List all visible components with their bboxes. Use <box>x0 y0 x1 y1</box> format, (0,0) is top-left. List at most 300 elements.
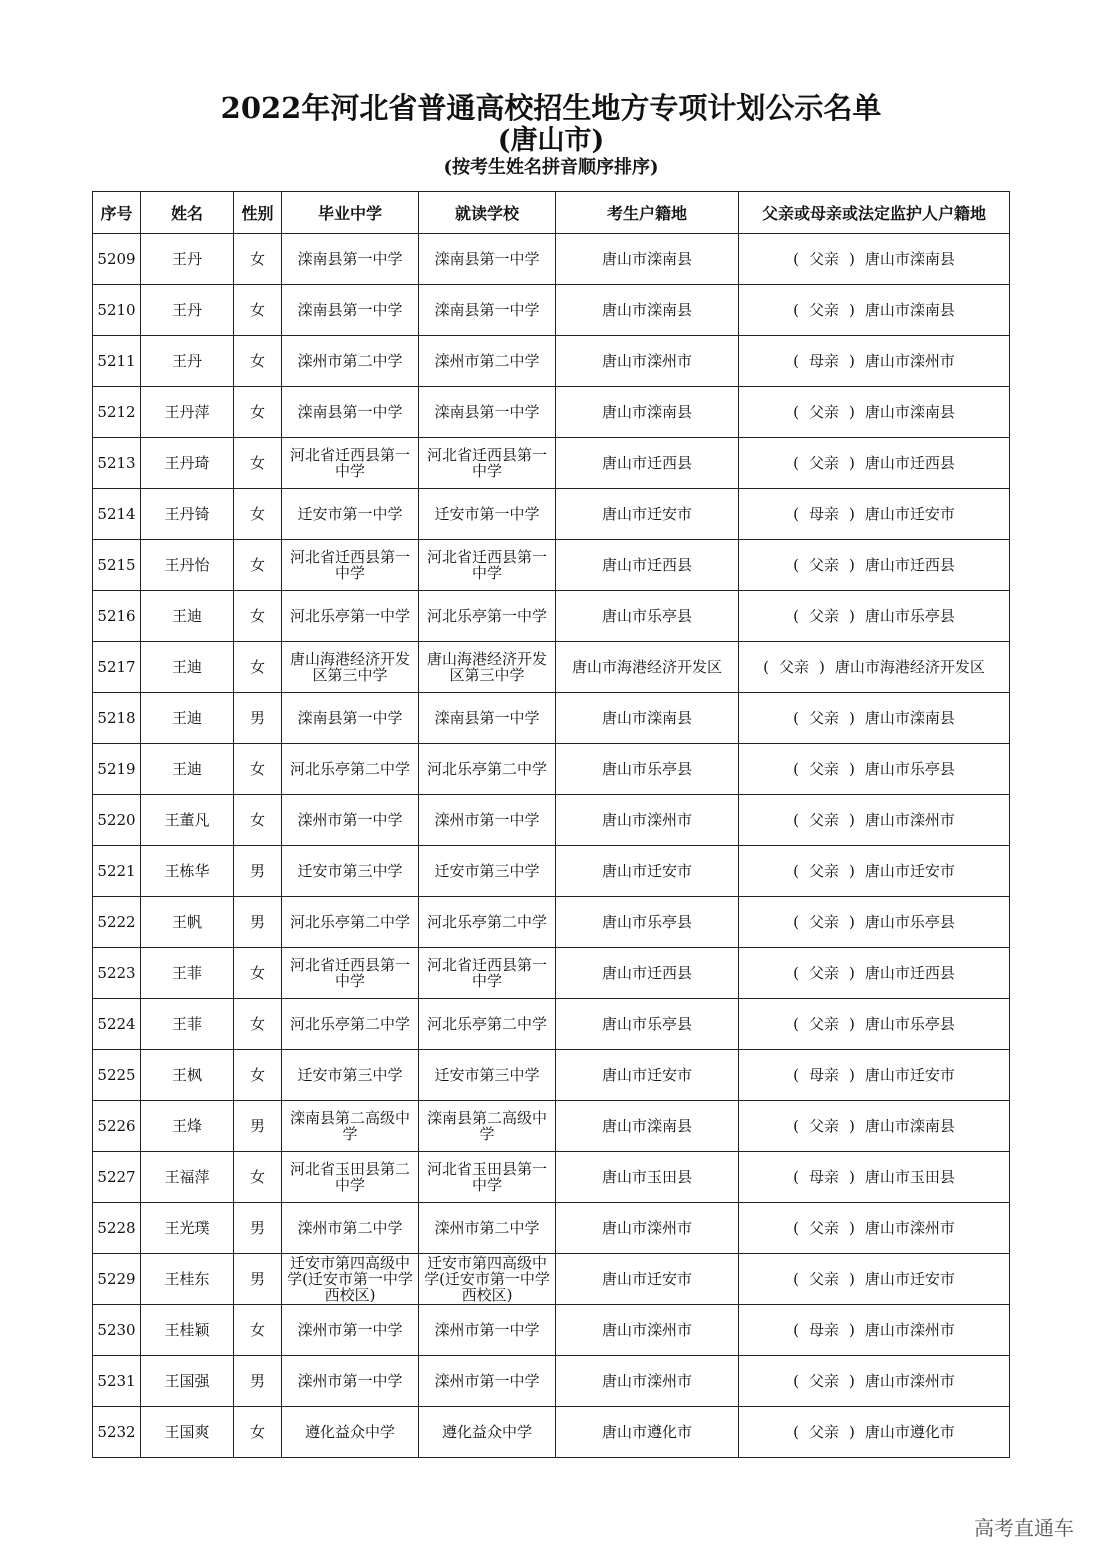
guardian-place: 唐山市滦州市 <box>864 1372 955 1390</box>
cell-gender: 女 <box>234 387 282 438</box>
cell-serial: 5220 <box>93 795 141 846</box>
header-current-school: 就读学校 <box>419 192 556 234</box>
paren-open: ( <box>793 1066 799 1084</box>
sort-note: (按考生姓名拼音顺序排序) <box>443 157 659 178</box>
cell-gender: 女 <box>234 540 282 591</box>
cell-current-school: 河北省迁西县第一中学 <box>419 438 556 489</box>
cell-name: 王迪 <box>141 642 234 693</box>
cell-current-school: 唐山海港经济开发区第三中学 <box>419 642 556 693</box>
cell-name: 王光璞 <box>141 1203 234 1254</box>
cell-name: 王迪 <box>141 744 234 795</box>
paren-open: ( <box>793 811 799 829</box>
cell-current-school: 河北乐亭第二中学 <box>419 897 556 948</box>
guardian-place: 唐山市乐亭县 <box>864 760 955 778</box>
cell-student-hukou: 唐山市滦州市 <box>556 1203 739 1254</box>
cell-student-hukou: 唐山市迁安市 <box>556 1254 739 1305</box>
cell-current-school: 迁安市第三中学 <box>419 846 556 897</box>
cell-guardian-hukou <box>739 1203 1010 1254</box>
cell-gender: 女 <box>234 1152 282 1203</box>
guardian-place: 唐山市滦州市 <box>864 1321 955 1339</box>
cell-current-school: 迁安市第四高级中学(迁安市第一中学西校区) <box>419 1254 556 1305</box>
cell-name: 王桂东 <box>141 1254 234 1305</box>
cell-serial: 5211 <box>93 336 141 387</box>
cell-name: 王国强 <box>141 1356 234 1407</box>
cell-name: 王董凡 <box>141 795 234 846</box>
paren-close: ) <box>849 352 855 370</box>
guardian-relation: 父亲 <box>808 1372 839 1390</box>
cell-student-hukou: 唐山市海港经济开发区 <box>556 642 739 693</box>
cell-current-school: 河北省迁西县第一中学 <box>419 540 556 591</box>
guardian-place: 唐山市迁安市 <box>864 862 955 880</box>
paren-open: ( <box>793 913 799 931</box>
cell-guardian-hukou <box>739 693 1010 744</box>
paren-close: ) <box>849 607 855 625</box>
paren-close: ) <box>849 1117 855 1135</box>
table-row <box>93 999 1010 1050</box>
page-subtitle: (唐山市) <box>497 125 605 156</box>
paren-open: ( <box>793 862 799 880</box>
cell-student-hukou: 唐山市滦州市 <box>556 1305 739 1356</box>
cell-serial: 5229 <box>93 1254 141 1305</box>
cell-name: 王丹怡 <box>141 540 234 591</box>
watermark: 高考直通车 <box>974 1516 1074 1540</box>
cell-serial: 5224 <box>93 999 141 1050</box>
guardian-relation: 父亲 <box>808 964 839 982</box>
paren-open: ( <box>793 454 799 472</box>
guardian-place: 唐山市滦州市 <box>864 352 955 370</box>
cell-name: 王福萍 <box>141 1152 234 1203</box>
guardian-place: 唐山市乐亭县 <box>864 913 955 931</box>
guardian-relation: 父亲 <box>808 709 839 727</box>
paren-open: ( <box>793 403 799 421</box>
header-student-hukou: 考生户籍地 <box>556 192 739 234</box>
paren-close: ) <box>849 1423 855 1441</box>
guardian-relation: 父亲 <box>808 250 839 268</box>
guardian-place: 唐山市滦州市 <box>864 811 955 829</box>
paren-close: ) <box>849 301 855 319</box>
paren-close: ) <box>849 1066 855 1084</box>
cell-current-school: 滦州市第一中学 <box>419 1356 556 1407</box>
cell-gender: 女 <box>234 999 282 1050</box>
cell-graduated-school: 河北乐亭第二中学 <box>282 999 419 1050</box>
cell-student-hukou: 唐山市迁安市 <box>556 846 739 897</box>
cell-name: 王桂颖 <box>141 1305 234 1356</box>
guardian-place: 唐山市乐亭县 <box>864 607 955 625</box>
cell-gender: 男 <box>234 1254 282 1305</box>
guardian-relation: 母亲 <box>808 1168 839 1186</box>
cell-student-hukou: 唐山市乐亭县 <box>556 999 739 1050</box>
paren-close: ) <box>849 913 855 931</box>
cell-current-school: 滦州市第一中学 <box>419 1305 556 1356</box>
guardian-place: 唐山市滦南县 <box>864 250 955 268</box>
cell-student-hukou: 唐山市迁西县 <box>556 438 739 489</box>
cell-student-hukou: 唐山市迁西县 <box>556 948 739 999</box>
guardian-place: 唐山市迁安市 <box>864 1270 955 1288</box>
cell-guardian-hukou <box>739 744 1010 795</box>
guardian-relation: 父亲 <box>808 301 839 319</box>
cell-graduated-school: 河北省迁西县第一中学 <box>282 948 419 999</box>
cell-name: 王丹萍 <box>141 387 234 438</box>
guardian-relation: 父亲 <box>808 1015 839 1033</box>
paren-close: ) <box>849 709 855 727</box>
table-header-row <box>93 192 1010 234</box>
cell-graduated-school: 滦南县第一中学 <box>282 234 419 285</box>
cell-guardian-hukou <box>739 591 1010 642</box>
paren-open: ( <box>793 607 799 625</box>
cell-graduated-school: 滦州市第一中学 <box>282 795 419 846</box>
header-guardian-hukou: 父亲或母亲或法定监护人户籍地 <box>739 192 1010 234</box>
cell-gender: 女 <box>234 234 282 285</box>
cell-name: 王栋华 <box>141 846 234 897</box>
paren-open: ( <box>793 1117 799 1135</box>
paren-open: ( <box>793 1270 799 1288</box>
paren-open: ( <box>793 505 799 523</box>
guardian-place: 唐山市滦南县 <box>864 403 955 421</box>
cell-student-hukou: 唐山市滦南县 <box>556 285 739 336</box>
cell-guardian-hukou <box>739 1254 1010 1305</box>
paren-open: ( <box>793 352 799 370</box>
cell-guardian-hukou <box>739 336 1010 387</box>
cell-graduated-school: 滦南县第二高级中学 <box>282 1101 419 1152</box>
cell-graduated-school: 滦州市第二中学 <box>282 336 419 387</box>
cell-student-hukou: 唐山市滦南县 <box>556 1101 739 1152</box>
cell-current-school: 河北乐亭第二中学 <box>419 744 556 795</box>
guardian-place: 唐山市迁安市 <box>864 505 955 523</box>
page-title: 2022年河北省普通高校招生地方专项计划公示名单 <box>220 91 882 125</box>
cell-current-school: 滦南县第一中学 <box>419 234 556 285</box>
cell-graduated-school: 河北乐亭第一中学 <box>282 591 419 642</box>
cell-gender: 男 <box>234 846 282 897</box>
cell-name: 王枫 <box>141 1050 234 1101</box>
guardian-place: 唐山市滦南县 <box>864 1117 955 1135</box>
cell-guardian-hukou <box>739 540 1010 591</box>
paren-close: ) <box>849 811 855 829</box>
guardian-relation: 父亲 <box>808 811 839 829</box>
cell-guardian-hukou <box>739 897 1010 948</box>
cell-guardian-hukou <box>739 642 1010 693</box>
guardian-place: 唐山市迁安市 <box>864 1066 955 1084</box>
cell-current-school: 滦州市第一中学 <box>419 795 556 846</box>
cell-guardian-hukou <box>739 1101 1010 1152</box>
paren-close: ) <box>849 1168 855 1186</box>
cell-name: 王丹锜 <box>141 489 234 540</box>
cell-student-hukou: 唐山市迁安市 <box>556 1050 739 1101</box>
table-row <box>93 897 1010 948</box>
paren-open: ( <box>793 760 799 778</box>
guardian-relation: 母亲 <box>808 1066 839 1084</box>
cell-current-school: 滦南县第一中学 <box>419 693 556 744</box>
cell-serial: 5209 <box>93 234 141 285</box>
paren-close: ) <box>849 1270 855 1288</box>
guardian-relation: 父亲 <box>808 607 839 625</box>
cell-graduated-school: 河北省迁西县第一中学 <box>282 438 419 489</box>
table-row <box>93 234 1010 285</box>
guardian-relation: 父亲 <box>808 1117 839 1135</box>
guardian-relation: 父亲 <box>808 1270 839 1288</box>
table-row <box>93 744 1010 795</box>
cell-gender: 女 <box>234 795 282 846</box>
cell-current-school: 滦南县第二高级中学 <box>419 1101 556 1152</box>
cell-guardian-hukou <box>739 387 1010 438</box>
paren-close: ) <box>849 1219 855 1237</box>
cell-graduated-school: 河北省玉田县第二中学 <box>282 1152 419 1203</box>
paren-close: ) <box>849 862 855 880</box>
paren-open: ( <box>793 1168 799 1186</box>
cell-student-hukou: 唐山市玉田县 <box>556 1152 739 1203</box>
cell-gender: 女 <box>234 744 282 795</box>
paren-open: ( <box>793 1321 799 1339</box>
cell-serial: 5232 <box>93 1407 141 1458</box>
cell-graduated-school: 迁安市第一中学 <box>282 489 419 540</box>
guardian-relation: 母亲 <box>808 352 839 370</box>
cell-current-school: 河北乐亭第二中学 <box>419 999 556 1050</box>
paren-close: ) <box>849 556 855 574</box>
guardian-relation: 父亲 <box>778 658 809 676</box>
guardian-place: 唐山市玉田县 <box>864 1168 955 1186</box>
table-row <box>93 1407 1010 1458</box>
cell-serial: 5212 <box>93 387 141 438</box>
cell-student-hukou: 唐山市乐亭县 <box>556 897 739 948</box>
cell-graduated-school: 滦州市第一中学 <box>282 1305 419 1356</box>
cell-name: 王菲 <box>141 999 234 1050</box>
guardian-relation: 父亲 <box>808 862 839 880</box>
cell-current-school: 河北乐亭第一中学 <box>419 591 556 642</box>
guardian-place: 唐山市迁西县 <box>864 556 955 574</box>
cell-current-school: 迁安市第三中学 <box>419 1050 556 1101</box>
cell-serial: 5218 <box>93 693 141 744</box>
table-row <box>93 591 1010 642</box>
table-row <box>93 693 1010 744</box>
cell-current-school: 滦州市第二中学 <box>419 336 556 387</box>
cell-graduated-school: 滦南县第一中学 <box>282 285 419 336</box>
table-row <box>93 1305 1010 1356</box>
guardian-relation: 母亲 <box>808 1321 839 1339</box>
header-graduated-school: 毕业中学 <box>282 192 419 234</box>
cell-student-hukou: 唐山市乐亭县 <box>556 591 739 642</box>
cell-graduated-school: 河北省迁西县第一中学 <box>282 540 419 591</box>
cell-name: 王帆 <box>141 897 234 948</box>
cell-serial: 5228 <box>93 1203 141 1254</box>
cell-serial: 5210 <box>93 285 141 336</box>
cell-current-school: 遵化益众中学 <box>419 1407 556 1458</box>
cell-name: 王菲 <box>141 948 234 999</box>
cell-graduated-school: 迁安市第三中学 <box>282 1050 419 1101</box>
cell-guardian-hukou <box>739 234 1010 285</box>
table-row <box>93 540 1010 591</box>
table-row <box>93 1254 1010 1305</box>
cell-guardian-hukou <box>739 1407 1010 1458</box>
paren-open: ( <box>793 709 799 727</box>
cell-gender: 女 <box>234 1407 282 1458</box>
cell-current-school: 河北省迁西县第一中学 <box>419 948 556 999</box>
cell-student-hukou: 唐山市遵化市 <box>556 1407 739 1458</box>
paren-open: ( <box>763 658 769 676</box>
cell-guardian-hukou <box>739 846 1010 897</box>
cell-current-school: 迁安市第一中学 <box>419 489 556 540</box>
paren-close: ) <box>849 403 855 421</box>
cell-serial: 5222 <box>93 897 141 948</box>
paren-open: ( <box>793 964 799 982</box>
cell-guardian-hukou <box>739 285 1010 336</box>
cell-gender: 男 <box>234 1356 282 1407</box>
paren-close: ) <box>819 658 825 676</box>
cell-graduated-school: 滦南县第一中学 <box>282 387 419 438</box>
guardian-relation: 父亲 <box>808 1423 839 1441</box>
cell-current-school: 滦南县第一中学 <box>419 387 556 438</box>
table-row <box>93 336 1010 387</box>
paren-close: ) <box>849 1321 855 1339</box>
guardian-relation: 父亲 <box>808 403 839 421</box>
cell-serial: 5230 <box>93 1305 141 1356</box>
table-row <box>93 846 1010 897</box>
table-row <box>93 795 1010 846</box>
cell-gender: 男 <box>234 897 282 948</box>
cell-graduated-school: 滦州市第一中学 <box>282 1356 419 1407</box>
paren-close: ) <box>849 505 855 523</box>
cell-student-hukou: 唐山市滦南县 <box>556 234 739 285</box>
table-row <box>93 1101 1010 1152</box>
guardian-place: 唐山市乐亭县 <box>864 1015 955 1033</box>
cell-gender: 女 <box>234 642 282 693</box>
cell-gender: 女 <box>234 1050 282 1101</box>
cell-serial: 5226 <box>93 1101 141 1152</box>
table-row <box>93 642 1010 693</box>
cell-gender: 女 <box>234 948 282 999</box>
cell-student-hukou: 唐山市滦南县 <box>556 693 739 744</box>
cell-serial: 5213 <box>93 438 141 489</box>
guardian-place: 唐山市滦南县 <box>864 709 955 727</box>
table-row <box>93 489 1010 540</box>
cell-graduated-school: 河北乐亭第二中学 <box>282 744 419 795</box>
cell-serial: 5216 <box>93 591 141 642</box>
cell-graduated-school: 遵化益众中学 <box>282 1407 419 1458</box>
guardian-place: 唐山市滦南县 <box>864 301 955 319</box>
cell-student-hukou: 唐山市迁安市 <box>556 489 739 540</box>
cell-current-school: 河北省玉田县第一中学 <box>419 1152 556 1203</box>
cell-student-hukou: 唐山市乐亭县 <box>556 744 739 795</box>
cell-name: 王迪 <box>141 693 234 744</box>
roster-body <box>93 234 1010 1458</box>
paren-close: ) <box>849 964 855 982</box>
cell-student-hukou: 唐山市滦州市 <box>556 1356 739 1407</box>
table-row <box>93 948 1010 999</box>
cell-name: 王丹琦 <box>141 438 234 489</box>
cell-serial: 5225 <box>93 1050 141 1101</box>
cell-current-school: 滦州市第二中学 <box>419 1203 556 1254</box>
cell-serial: 5227 <box>93 1152 141 1203</box>
guardian-relation: 父亲 <box>808 913 839 931</box>
header-serial: 序号 <box>93 192 141 234</box>
paren-close: ) <box>849 760 855 778</box>
cell-name: 王迪 <box>141 591 234 642</box>
table-row <box>93 285 1010 336</box>
paren-close: ) <box>849 1015 855 1033</box>
cell-gender: 女 <box>234 489 282 540</box>
guardian-place: 唐山市海港经济开发区 <box>834 658 985 676</box>
cell-gender: 男 <box>234 1203 282 1254</box>
cell-serial: 5219 <box>93 744 141 795</box>
paren-open: ( <box>793 1423 799 1441</box>
guardian-relation: 母亲 <box>808 505 839 523</box>
cell-serial: 5214 <box>93 489 141 540</box>
cell-student-hukou: 唐山市迁西县 <box>556 540 739 591</box>
cell-name: 王丹 <box>141 285 234 336</box>
cell-gender: 男 <box>234 1101 282 1152</box>
table-row <box>93 1356 1010 1407</box>
cell-guardian-hukou <box>739 1305 1010 1356</box>
cell-serial: 5223 <box>93 948 141 999</box>
guardian-relation: 父亲 <box>808 760 839 778</box>
guardian-relation: 父亲 <box>808 556 839 574</box>
paren-open: ( <box>793 1015 799 1033</box>
cell-guardian-hukou <box>739 438 1010 489</box>
cell-student-hukou: 唐山市滦南县 <box>556 387 739 438</box>
cell-name: 王丹 <box>141 336 234 387</box>
cell-gender: 女 <box>234 336 282 387</box>
header-gender: 性别 <box>234 192 282 234</box>
guardian-place: 唐山市滦州市 <box>864 1219 955 1237</box>
cell-graduated-school: 唐山海港经济开发区第三中学 <box>282 642 419 693</box>
guardian-place: 唐山市迁西县 <box>864 454 955 472</box>
cell-gender: 女 <box>234 285 282 336</box>
guardian-relation: 父亲 <box>808 1219 839 1237</box>
cell-guardian-hukou <box>739 489 1010 540</box>
paren-close: ) <box>849 454 855 472</box>
cell-name: 王丹 <box>141 234 234 285</box>
cell-guardian-hukou <box>739 948 1010 999</box>
guardian-place: 唐山市遵化市 <box>864 1423 955 1441</box>
paren-close: ) <box>849 1372 855 1390</box>
cell-guardian-hukou <box>739 1050 1010 1101</box>
cell-serial: 5217 <box>93 642 141 693</box>
cell-graduated-school: 滦南县第一中学 <box>282 693 419 744</box>
cell-guardian-hukou <box>739 1356 1010 1407</box>
cell-graduated-school: 滦州市第二中学 <box>282 1203 419 1254</box>
cell-guardian-hukou <box>739 1152 1010 1203</box>
cell-student-hukou: 唐山市滦州市 <box>556 336 739 387</box>
cell-name: 王烽 <box>141 1101 234 1152</box>
cell-gender: 女 <box>234 591 282 642</box>
paren-open: ( <box>793 1219 799 1237</box>
cell-guardian-hukou <box>739 795 1010 846</box>
table-row <box>93 438 1010 489</box>
cell-current-school: 滦南县第一中学 <box>419 285 556 336</box>
cell-graduated-school: 河北乐亭第二中学 <box>282 897 419 948</box>
guardian-place: 唐山市迁西县 <box>864 964 955 982</box>
table-row <box>93 1152 1010 1203</box>
cell-gender: 男 <box>234 693 282 744</box>
header-name: 姓名 <box>141 192 234 234</box>
cell-student-hukou: 唐山市滦州市 <box>556 795 739 846</box>
table-row <box>93 1050 1010 1101</box>
cell-serial: 5215 <box>93 540 141 591</box>
paren-open: ( <box>793 301 799 319</box>
guardian-relation: 父亲 <box>808 454 839 472</box>
table-row <box>93 387 1010 438</box>
cell-serial: 5231 <box>93 1356 141 1407</box>
cell-name: 王国爽 <box>141 1407 234 1458</box>
cell-graduated-school: 迁安市第四高级中学(迁安市第一中学西校区) <box>282 1254 419 1305</box>
cell-serial: 5221 <box>93 846 141 897</box>
cell-gender: 女 <box>234 1305 282 1356</box>
table-row <box>93 1203 1010 1254</box>
cell-guardian-hukou <box>739 999 1010 1050</box>
paren-open: ( <box>793 556 799 574</box>
cell-graduated-school: 迁安市第三中学 <box>282 846 419 897</box>
paren-open: ( <box>793 250 799 268</box>
cell-gender: 女 <box>234 438 282 489</box>
paren-open: ( <box>793 1372 799 1390</box>
